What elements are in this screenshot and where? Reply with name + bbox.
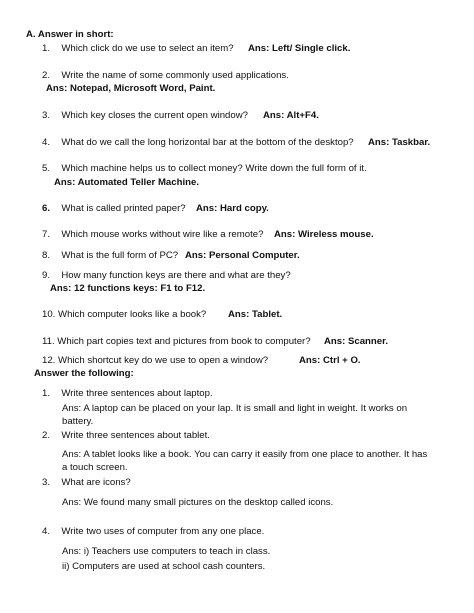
answer-1: Ans: Left/ Single click. (248, 43, 351, 54)
question-number: 1. (42, 43, 51, 54)
question-8 (42, 250, 178, 262)
question-number: 6. (42, 203, 51, 214)
question-number: 3. (42, 477, 51, 488)
question-number: 11. (42, 336, 55, 347)
question-7 (42, 229, 263, 241)
long-answer-4-line-1: Ans: i) Teachers use computers to teach in class. (62, 546, 271, 557)
answer-11: Ans: Scanner. (324, 336, 388, 347)
long-question-3 (42, 477, 131, 489)
question-text: Write two uses of computer from any one place. (61, 526, 265, 537)
question-text: Which click do we use to select an item? (61, 43, 234, 54)
question-number: 4. (42, 526, 51, 537)
question-9 (42, 270, 291, 282)
long-answer-4-line-2: ii) Computers are used at school cash counters. (62, 561, 266, 572)
question-number: 10. (42, 309, 56, 320)
answer-5: Ans: Automated Teller Machine. (54, 177, 199, 188)
question-text: Write the name of some commonly used applications. (61, 70, 289, 81)
question-number: 9. (42, 270, 51, 281)
answer-4: Ans: Taskbar. (368, 137, 431, 148)
section-a-heading: A. Answer in short: (26, 29, 114, 40)
question-text: Which key closes the current open window? (61, 110, 248, 121)
question-number: 2. (42, 70, 51, 81)
question-1 (42, 43, 234, 55)
long-question-1 (42, 388, 213, 400)
question-text: What are icons? (61, 477, 131, 488)
question-5 (42, 163, 367, 175)
question-text: Which mouse works without wire like a remote? (61, 229, 264, 240)
answer-10: Ans: Tablet. (228, 309, 283, 320)
question-2 (42, 70, 289, 82)
question-text: What is the full form of PC? (61, 250, 179, 261)
section-b-heading: Answer the following: (34, 368, 134, 379)
question-10 (42, 309, 206, 321)
long-answer-2-line-2: a touch screen. (62, 462, 128, 473)
question-11 (42, 336, 311, 348)
question-text: Which shortcut key do we use to open a window? (58, 355, 269, 366)
answer-6: Ans: Hard copy. (196, 203, 269, 214)
question-text: Which part copies text and pictures from book to computer? (57, 336, 311, 347)
long-answer-2-line-1: Ans: A tablet looks like a book. You can carry it easily from one place to another. It has (62, 449, 428, 460)
long-question-2 (42, 430, 210, 442)
answer-3: Ans: Alt+F4. (263, 110, 319, 121)
question-text: Which machine helps us to collect money? Write down the full form of it. (61, 163, 367, 174)
long-answer-3-line-1: Ans: We found many small pictures on the desktop called icons. (62, 497, 334, 508)
answer-8: Ans: Personal Computer. (185, 250, 300, 261)
question-number: 5. (42, 163, 51, 174)
question-text: Write three sentences about tablet. (61, 430, 210, 441)
answer-7: Ans: Wireless mouse. (274, 229, 374, 240)
answer-9: Ans: 12 functions keys: F1 to F12. (50, 283, 206, 294)
question-number: 2. (42, 430, 51, 441)
question-text: Write three sentences about laptop. (61, 388, 213, 399)
long-question-4 (42, 526, 264, 538)
question-text: What is called printed paper? (61, 203, 186, 214)
question-number: 8. (42, 250, 51, 261)
long-answer-1-line-1: Ans: A laptop can be placed on your lap. It is small and light in weight. It works on (62, 403, 408, 414)
question-3 (42, 110, 248, 122)
question-text: Which computer looks like a book? (58, 309, 207, 320)
long-answer-1-line-2: battery. (62, 416, 94, 427)
answer-12: Ans: Ctrl + O. (299, 355, 361, 366)
question-number: 12. (42, 355, 56, 366)
question-12 (42, 355, 268, 367)
question-text: What do we call the long horizontal bar at the bottom of the desktop? (61, 137, 354, 148)
question-number: 4. (42, 137, 51, 148)
answer-2: Ans: Notepad, Microsoft Word, Paint. (46, 83, 216, 94)
question-6 (42, 203, 186, 215)
question-number: 3. (42, 110, 51, 121)
question-text: How many function keys are there and what are they? (61, 270, 291, 281)
question-number: 7. (42, 229, 51, 240)
question-4 (42, 137, 354, 149)
question-number: 1. (42, 388, 51, 399)
